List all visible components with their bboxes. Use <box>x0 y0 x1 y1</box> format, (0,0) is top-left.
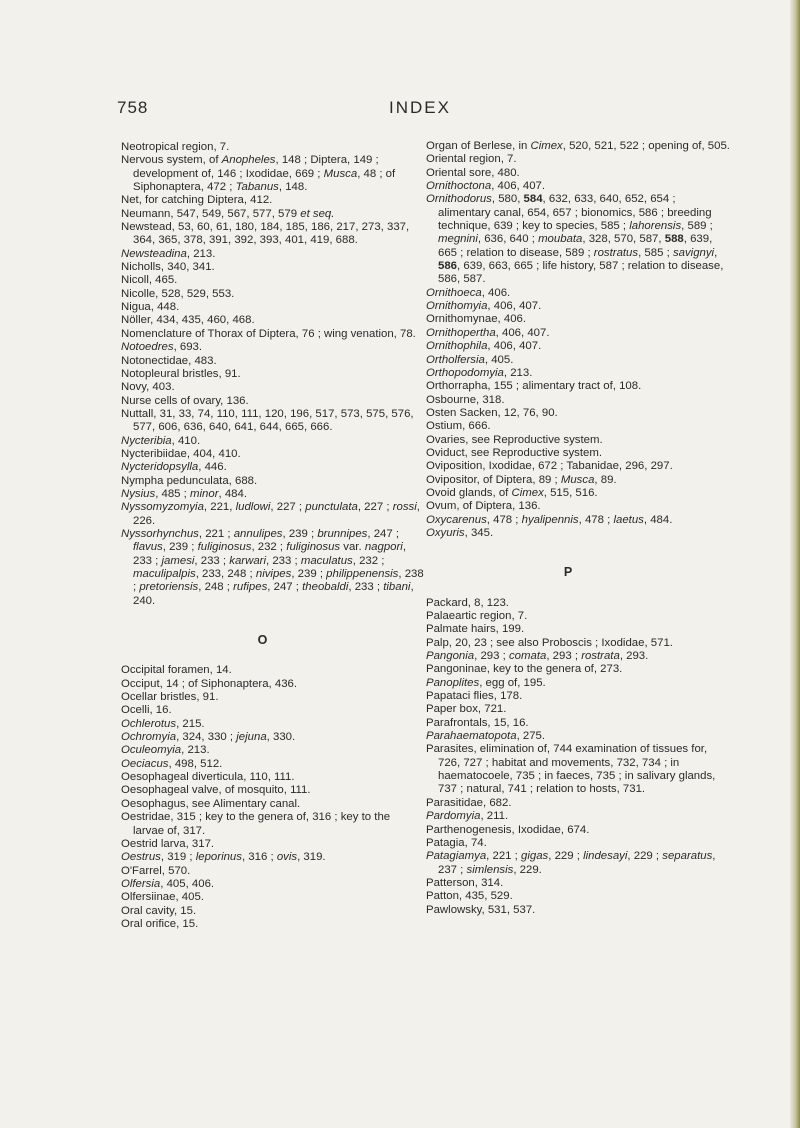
index-entry: Nigua, 448. <box>121 301 180 314</box>
index-entry: Neotropical region, 7. <box>121 141 230 153</box>
index-entry: Ochlerotus, 215. <box>121 717 205 730</box>
index-entry: Nurse cells of ovary, 136. <box>121 394 249 407</box>
index-entry: Nyssorhynchus, 221 ; annulipes, 239 ; brunnipes, 247 ; flavus, 239 ; fuliginosus, 232 ; fuliginosus var. nagpori, 233 ; jamesi, 233 ; karwari, 233 ; maculatus, 232 ; maculipalpis, 233, 248 ; nivipes, 239 ; philippenensis, 238 ; pretoriensis, 248 ; rufipes, 247 ; theobaldi, 233 ; tibani, 240. <box>121 527 424 607</box>
index-entry: Parthenogenesis, Ixodidae, 674. <box>426 823 590 836</box>
index-entry: Nycteridopsylla, 446. <box>121 461 227 474</box>
index-entry: Oral orifice, 15. <box>121 917 199 930</box>
section-letter: O <box>257 633 268 648</box>
index-entry: Ostium, 666. <box>426 420 491 433</box>
index-entry: Ornithoctona, 406, 407. <box>426 180 546 193</box>
index-entry: Ovipositor, of Diptera, 89 ; Musca, 89. <box>426 473 617 486</box>
index-entry: Oral cavity, 15. <box>121 904 197 917</box>
index-entry: Olfersiinae, 405. <box>121 891 204 904</box>
index-entry: Oestridae, 315 ; key to the genera of, 316 ; key to the larvae of, 317. <box>121 811 391 837</box>
index-entry: Nyssomyzomyia, 221, ludlowi, 227 ; punctulata, 227 ; rossi, 226. <box>121 501 420 527</box>
index-entry: Osten Sacken, 12, 76, 90. <box>426 406 558 419</box>
page-edge <box>790 0 800 1128</box>
index-entry: Notoedres, 693. <box>121 341 203 354</box>
index-entry: Notonectidae, 483. <box>121 354 217 367</box>
index-entry: Ovaries, see Reproductive system. <box>426 433 603 446</box>
index-entry: Nomenclature of Thorax of Diptera, 76 ; wing venation, 78. <box>121 327 416 340</box>
index-column-left <box>121 141 424 931</box>
index-entry: Ovoid glands, of Cimex, 515, 516. <box>426 486 598 499</box>
index-entry: Ornithodorus, 580, 584, 632, 633, 640, 652, 654 ; alimentary canal, 654, 657 ; bionomics, 586 ; breeding technique, 639 ; key to species, 585 ; lahorensis, 589 ; megnini, 636, 640 ; moubata, 328, 570, 587, 588, 639, 665 ; relation to disease, 589 ; rostratus, 585 ; savignyi, 586, 639, 663, 665 ; life history, 587 ; relation to disease, 586, 587. <box>426 193 724 286</box>
index-entry: Oesophageal diverticula, 110, 111. <box>121 771 295 784</box>
index-entry: Net, for catching Diptera, 412. <box>121 194 273 207</box>
index-entry: Oriental region, 7. <box>426 153 517 166</box>
index-entry: Panoplites, egg of, 195. <box>426 676 546 689</box>
index-entry: Ornithoeca, 406. <box>426 286 511 299</box>
page-header <box>0 98 800 122</box>
index-entry: Pardomyia, 211. <box>426 810 509 823</box>
index-entry: Patagia, 74. <box>426 836 487 849</box>
page-number: 758 <box>117 98 149 117</box>
index-entry: Ornithophila, 406, 407. <box>426 340 542 353</box>
index-entry: Pangonia, 293 ; comata, 293 ; rostrata, 293. <box>426 650 649 663</box>
index-entry: Orthopodomyia, 213. <box>426 366 533 379</box>
index-entry: Oviduct, see Reproductive system. <box>426 446 602 459</box>
index-entry: Ocelli, 16. <box>121 704 172 717</box>
index-entry: Palmate hairs, 199. <box>426 623 525 636</box>
index-entry: Occiput, 14 ; of Siphonaptera, 436. <box>121 677 298 690</box>
index-entry: Ornithomyia, 406, 407. <box>426 300 542 313</box>
index-entry: Novy, 403. <box>121 381 175 394</box>
index-entry: Newsteadina, 213. <box>121 247 216 260</box>
index-entry: Occipital foramen, 14. <box>121 664 232 677</box>
index-entry: Oviposition, Ixodidae, 672 ; Tabanidae, 296, 297. <box>426 460 673 473</box>
index-entry: Ocellar bristles, 91. <box>121 691 219 704</box>
index-entry: Oestrid larva, 317. <box>121 837 215 850</box>
index-entry: Ornithopertha, 406, 407. <box>426 326 550 339</box>
index-entry: Nöller, 434, 435, 460, 468. <box>121 314 255 327</box>
index-entry: Oeciacus, 498, 512. <box>121 757 223 770</box>
index-entry: Olfersia, 405, 406. <box>121 877 215 890</box>
index-entry: Nysius, 485 ; minor, 484. <box>121 487 248 500</box>
index-entry: Ortholfersia, 405. <box>426 353 514 366</box>
index-entry: Oriental sore, 480. <box>426 166 520 179</box>
index-entry: Nycteribia, 410. <box>121 434 201 447</box>
index-entry: Nuttall, 31, 33, 74, 110, 111, 120, 196, 517, 573, 575, 576, 577, 606, 636, 640, 641, 644, 665, 666. <box>121 407 414 434</box>
index-entry: Papataci flies, 178. <box>426 690 523 703</box>
index-entry: Nicholls, 340, 341. <box>121 261 215 274</box>
index-entry: Parafrontals, 15, 16. <box>426 716 529 729</box>
index-entry: Paper box, 721. <box>426 703 507 716</box>
index-entry: Orthorrapha, 155 ; alimentary tract of, 108. <box>426 380 642 393</box>
index-entry: Parahaematopota, 275. <box>426 730 546 743</box>
index-entry: Nervous system, of Anopheles, 148 ; Diptera, 149 ; development of, 146 ; Ixodidae, 669 ; Musca, 48 ; of Siphonaptera, 472 ; Tabanus, 148. <box>121 154 396 194</box>
index-entry: Oxyuris, 345. <box>426 526 494 539</box>
index-entry: Nycteribiidae, 404, 410. <box>121 447 241 460</box>
index-entry: Palp, 20, 23 ; see also Proboscis ; Ixodidae, 571. <box>426 636 673 649</box>
index-entry: Parasites, elimination of, 744 examination of tissues for, 726, 727 ; habitat and movements, 732, 734 ; in haematocoele, 735 ; in faeces, 735 ; in salivary glands, 737 ; natural, 741 ; relation to hosts, 731. <box>426 743 716 796</box>
index-entry: Patterson, 314. <box>426 876 504 889</box>
index-entry: Parasitidae, 682. <box>426 796 512 809</box>
index-entry: Ovum, of Diptera, 136. <box>426 500 541 513</box>
index-entry: Pangoninae, key to the genera of, 273. <box>426 663 623 676</box>
index-entry: Ochromyia, 324, 330 ; jejuna, 330. <box>121 731 296 744</box>
index-entry: Oestrus, 319 ; leporinus, 316 ; ovis, 319. <box>121 851 326 864</box>
index-entry: Notopleural bristles, 91. <box>121 367 241 380</box>
index-entry: Newstead, 53, 60, 61, 180, 184, 185, 186, 217, 273, 337, 364, 365, 378, 391, 392, 393, 401, 419, 688. <box>121 221 410 247</box>
index-entry: Nicoll, 465. <box>121 274 178 287</box>
index-entry: Nicolle, 528, 529, 553. <box>121 287 235 300</box>
index-entry: Osbourne, 318. <box>426 393 505 406</box>
index-entry: Oxycarenus, 478 ; hyalipennis, 478 ; laetus, 484. <box>426 513 673 526</box>
index-entry: Oesophagus, see Alimentary canal. <box>121 797 301 810</box>
index-column-right <box>426 140 730 917</box>
index-entry: Neumann, 547, 549, 567, 577, 579 et seq. <box>121 207 335 220</box>
section-letter: P <box>563 565 573 580</box>
index-entry: Patton, 435, 529. <box>426 890 513 903</box>
index-entry: Packard, 8, 123. <box>426 596 509 609</box>
index-entry: Organ of Berlese, in Cimex, 520, 521, 522 ; opening of, 505. <box>426 140 730 152</box>
index-entry: Oesophageal valve, of mosquito, 111. <box>121 784 311 797</box>
index-entry: O'Farrel, 570. <box>121 864 191 877</box>
index-entry: Pawlowsky, 531, 537. <box>426 903 536 916</box>
index-entry: Nympha pedunculata, 688. <box>121 474 258 487</box>
index-entry: Palaeartic region, 7. <box>426 610 528 622</box>
running-head: INDEX <box>389 98 451 117</box>
index-entry: Patagiamya, 221 ; gigas, 229 ; lindesayi, 229 ; separatus, 237 ; simlensis, 229. <box>426 850 716 876</box>
index-entry: Oculeomyia, 213. <box>121 744 210 757</box>
index-entry: Ornithomynae, 406. <box>426 313 527 326</box>
